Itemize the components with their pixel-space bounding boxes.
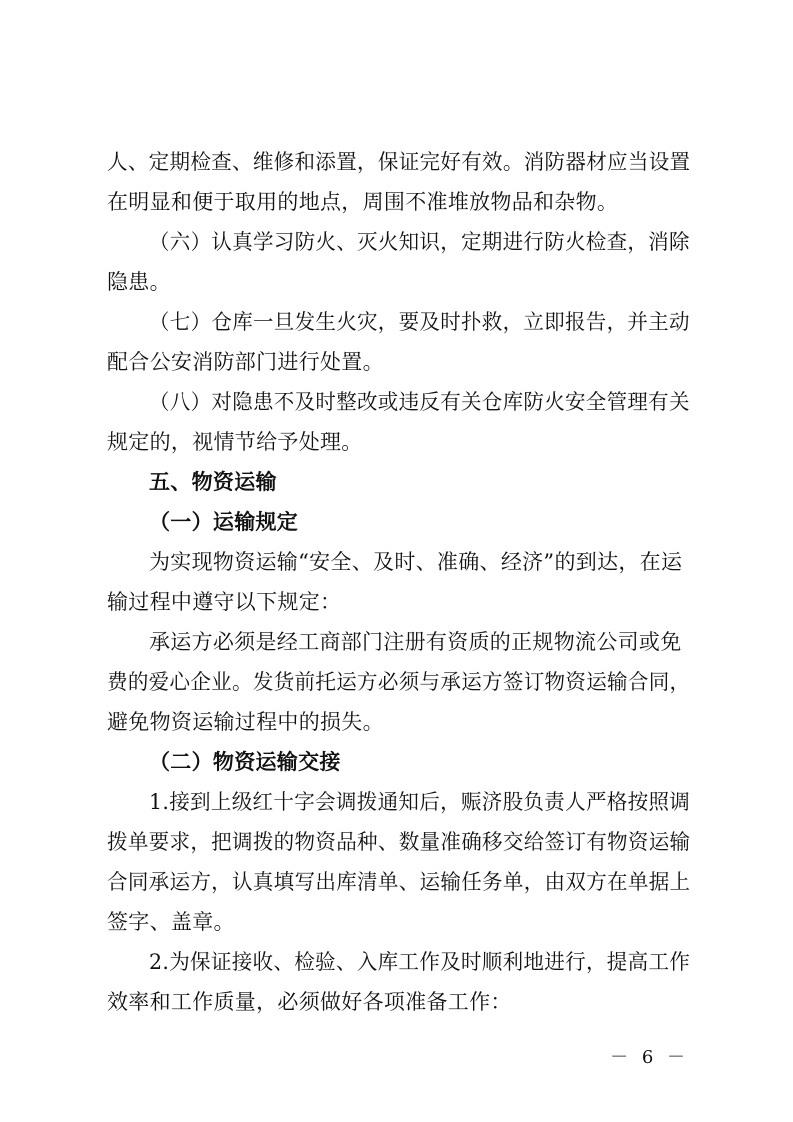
paragraph-line: （八）对隐患不及时整改或违反有关仓库防火安全管理有关 bbox=[149, 390, 690, 414]
subsection-heading: （一）运输规定 bbox=[149, 510, 299, 534]
paragraph-line: 在明显和便于取用的地点，周围不准堆放物品和杂物。 bbox=[107, 190, 619, 214]
subsection-heading: （二）物资运输交接 bbox=[149, 750, 341, 774]
paragraph-line: 2.为保证接收、检验、入库工作及时顺利地进行，提高工作 bbox=[149, 950, 691, 974]
paragraph-line: 配合公安消防部门进行处置。 bbox=[107, 350, 384, 374]
paragraph-line: 费的爱心企业。发货前托运方必须与承运方签订物资运输合同， bbox=[107, 670, 691, 694]
paragraph-line: 为实现物资运输“安全、及时、准确、经济”的到达，在运 bbox=[149, 550, 683, 574]
paragraph-line: （六）认真学习防火、灭火知识，定期进行防火检查，消除 bbox=[149, 230, 690, 254]
section-heading: 五、物资运输 bbox=[149, 470, 277, 494]
paragraph-line: 效率和工作质量，必须做好各项准备工作： bbox=[107, 990, 512, 1014]
paragraph-line: 输过程中遵守以下规定： bbox=[107, 590, 342, 614]
paragraph-line: 签字、盖章。 bbox=[107, 910, 235, 934]
paragraph-line: 承运方必须是经工商部门注册有资质的正规物流公司或免 bbox=[149, 630, 682, 654]
paragraph-line: 规定的，视情节给予处理。 bbox=[107, 430, 363, 454]
paragraph-line: 1.接到上级红十字会调拨通知后，赈济股负责人严格按照调 bbox=[149, 790, 691, 814]
paragraph-line: 拨单要求，把调拨的物资品种、数量准确移交给签订有物资运输 bbox=[107, 830, 691, 854]
page-number: － 6 － bbox=[610, 1047, 689, 1068]
paragraph-line: 避免物资运输过程中的损失。 bbox=[107, 710, 384, 734]
paragraph-line: （七）仓库一旦发生火灾，要及时扑救，立即报告，并主动 bbox=[149, 310, 690, 334]
paragraph-line: 隐患。 bbox=[107, 270, 171, 294]
paragraph-line: 人、定期检查、维修和添置，保证完好有效。消防器材应当设置 bbox=[107, 150, 691, 174]
paragraph-line: 合同承运方，认真填写出库清单、运输任务单，由双方在单据上 bbox=[107, 870, 691, 894]
